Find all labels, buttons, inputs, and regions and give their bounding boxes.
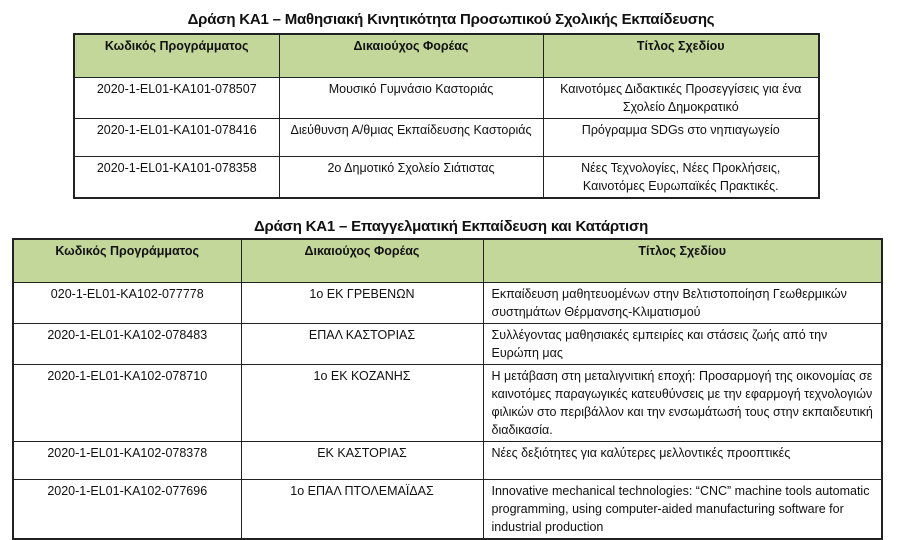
ka102-projects-table: [12, 238, 883, 540]
table-row: [74, 78, 819, 119]
table-row: [13, 442, 882, 480]
cell-project-title: Νέες Τεχνολογίες, Νέες Προκλήσεις, Καινοτόμες Ευρωπαϊκές Πρακτικές.: [543, 157, 819, 199]
cell-project-title: Συλλέγοντας μαθησιακές εμπειρίες και στάσεις ζωής από την Ευρώπη μας: [483, 324, 882, 365]
header-program-code: Κωδικός Προγράμματος: [74, 34, 279, 78]
cell-beneficiary: ΕΚ ΚΑΣΤΟΡΙΑΣ: [241, 442, 483, 480]
cell-program-code: 2020-1-EL01-KA102-078710: [13, 365, 241, 442]
header-program-code: Κωδικός Προγράμματος: [13, 239, 241, 283]
cell-program-code: 2020-1-EL01-KA101-078416: [74, 119, 279, 157]
cell-project-title: Εκπαίδευση μαθητευομένων στην Βελτιστοποίηση Γεωθερμικών συστημάτων Θέρμανσης-Κλιματισμού: [483, 283, 882, 324]
table-row: [13, 365, 882, 442]
cell-program-code: 2020-1-EL01-KA101-078507: [74, 78, 279, 119]
cell-program-code: 2020-1-EL01-KA102-078483: [13, 324, 241, 365]
cell-beneficiary: 1ο ΕΠΑΛ ΠΤΟΛΕΜΑΪΔΑΣ: [241, 480, 483, 540]
header-project-title: Τίτλος Σχεδίου: [543, 34, 819, 78]
cell-program-code: 020-1-EL01-KA102-077778: [13, 283, 241, 324]
cell-beneficiary: ΕΠΑΛ ΚΑΣΤΟΡΙΑΣ: [241, 324, 483, 365]
table-header-row: [13, 239, 882, 283]
table-row: [74, 157, 819, 199]
cell-beneficiary: 1ο ΕΚ ΚΟΖΑΝΗΣ: [241, 365, 483, 442]
table-row: [13, 324, 882, 365]
header-beneficiary: Δικαιούχος Φορέας: [279, 34, 543, 78]
cell-program-code: 2020-1-EL01-KA102-078378: [13, 442, 241, 480]
cell-beneficiary: Μουσικό Γυμνάσιο Καστοριάς: [279, 78, 543, 119]
header-project-title: Τίτλος Σχεδίου: [483, 239, 882, 283]
cell-beneficiary: 2ο Δημοτικό Σχολείο Σιάτιστας: [279, 157, 543, 199]
cell-beneficiary: Διεύθυνση Α/θμιας Εκπαίδευσης Καστοριάς: [279, 119, 543, 157]
table-row: [13, 283, 882, 324]
cell-project-title: Innovative mechanical technologies: “CNC” machine tools automatic programming, using computer-aided manufacturing software for industrial production: [483, 480, 882, 540]
header-beneficiary: Δικαιούχος Φορέας: [241, 239, 483, 283]
table-header-row: [74, 34, 819, 78]
table1-title: Δράση ΚΑ1 – Μαθησιακή Κινητικότητα Προσωπικού Σχολικής Εκπαίδευσης: [187, 11, 715, 28]
cell-project-title: Η μετάβαση στη μεταλιγνιτική εποχή: Προσαρμογή της οικονομίας σε καινοτόμες παραγωγικές κατευθύνσεις με την εφαρμογή τεχνολογιών φιλικών στο περιβάλλον και την ενσωμάτωσή τους στην εκπαιδευτική διαδικασία.: [483, 365, 882, 442]
table-row: [13, 480, 882, 540]
cell-project-title: Νέες δεξιότητες για καλύτερες μελλοντικές προοπτικές: [483, 442, 882, 480]
ka101-projects-table: [73, 33, 820, 199]
cell-project-title: Πρόγραμμα SDGs στο νηπιαγωγείο: [543, 119, 819, 157]
cell-project-title: Καινοτόμες Διδακτικές Προσεγγίσεις για ένα Σχολείο Δημοκρατικό: [543, 78, 819, 119]
table2-title: Δράση ΚΑ1 – Επαγγελματική Εκπαίδευση και Κατάρτιση: [253, 218, 649, 235]
cell-beneficiary: 1ο ΕΚ ΓΡΕΒΕΝΩΝ: [241, 283, 483, 324]
cell-program-code: 2020-1-EL01-KA101-078358: [74, 157, 279, 199]
table-row: [74, 119, 819, 157]
cell-program-code: 2020-1-EL01-KA102-077696: [13, 480, 241, 540]
